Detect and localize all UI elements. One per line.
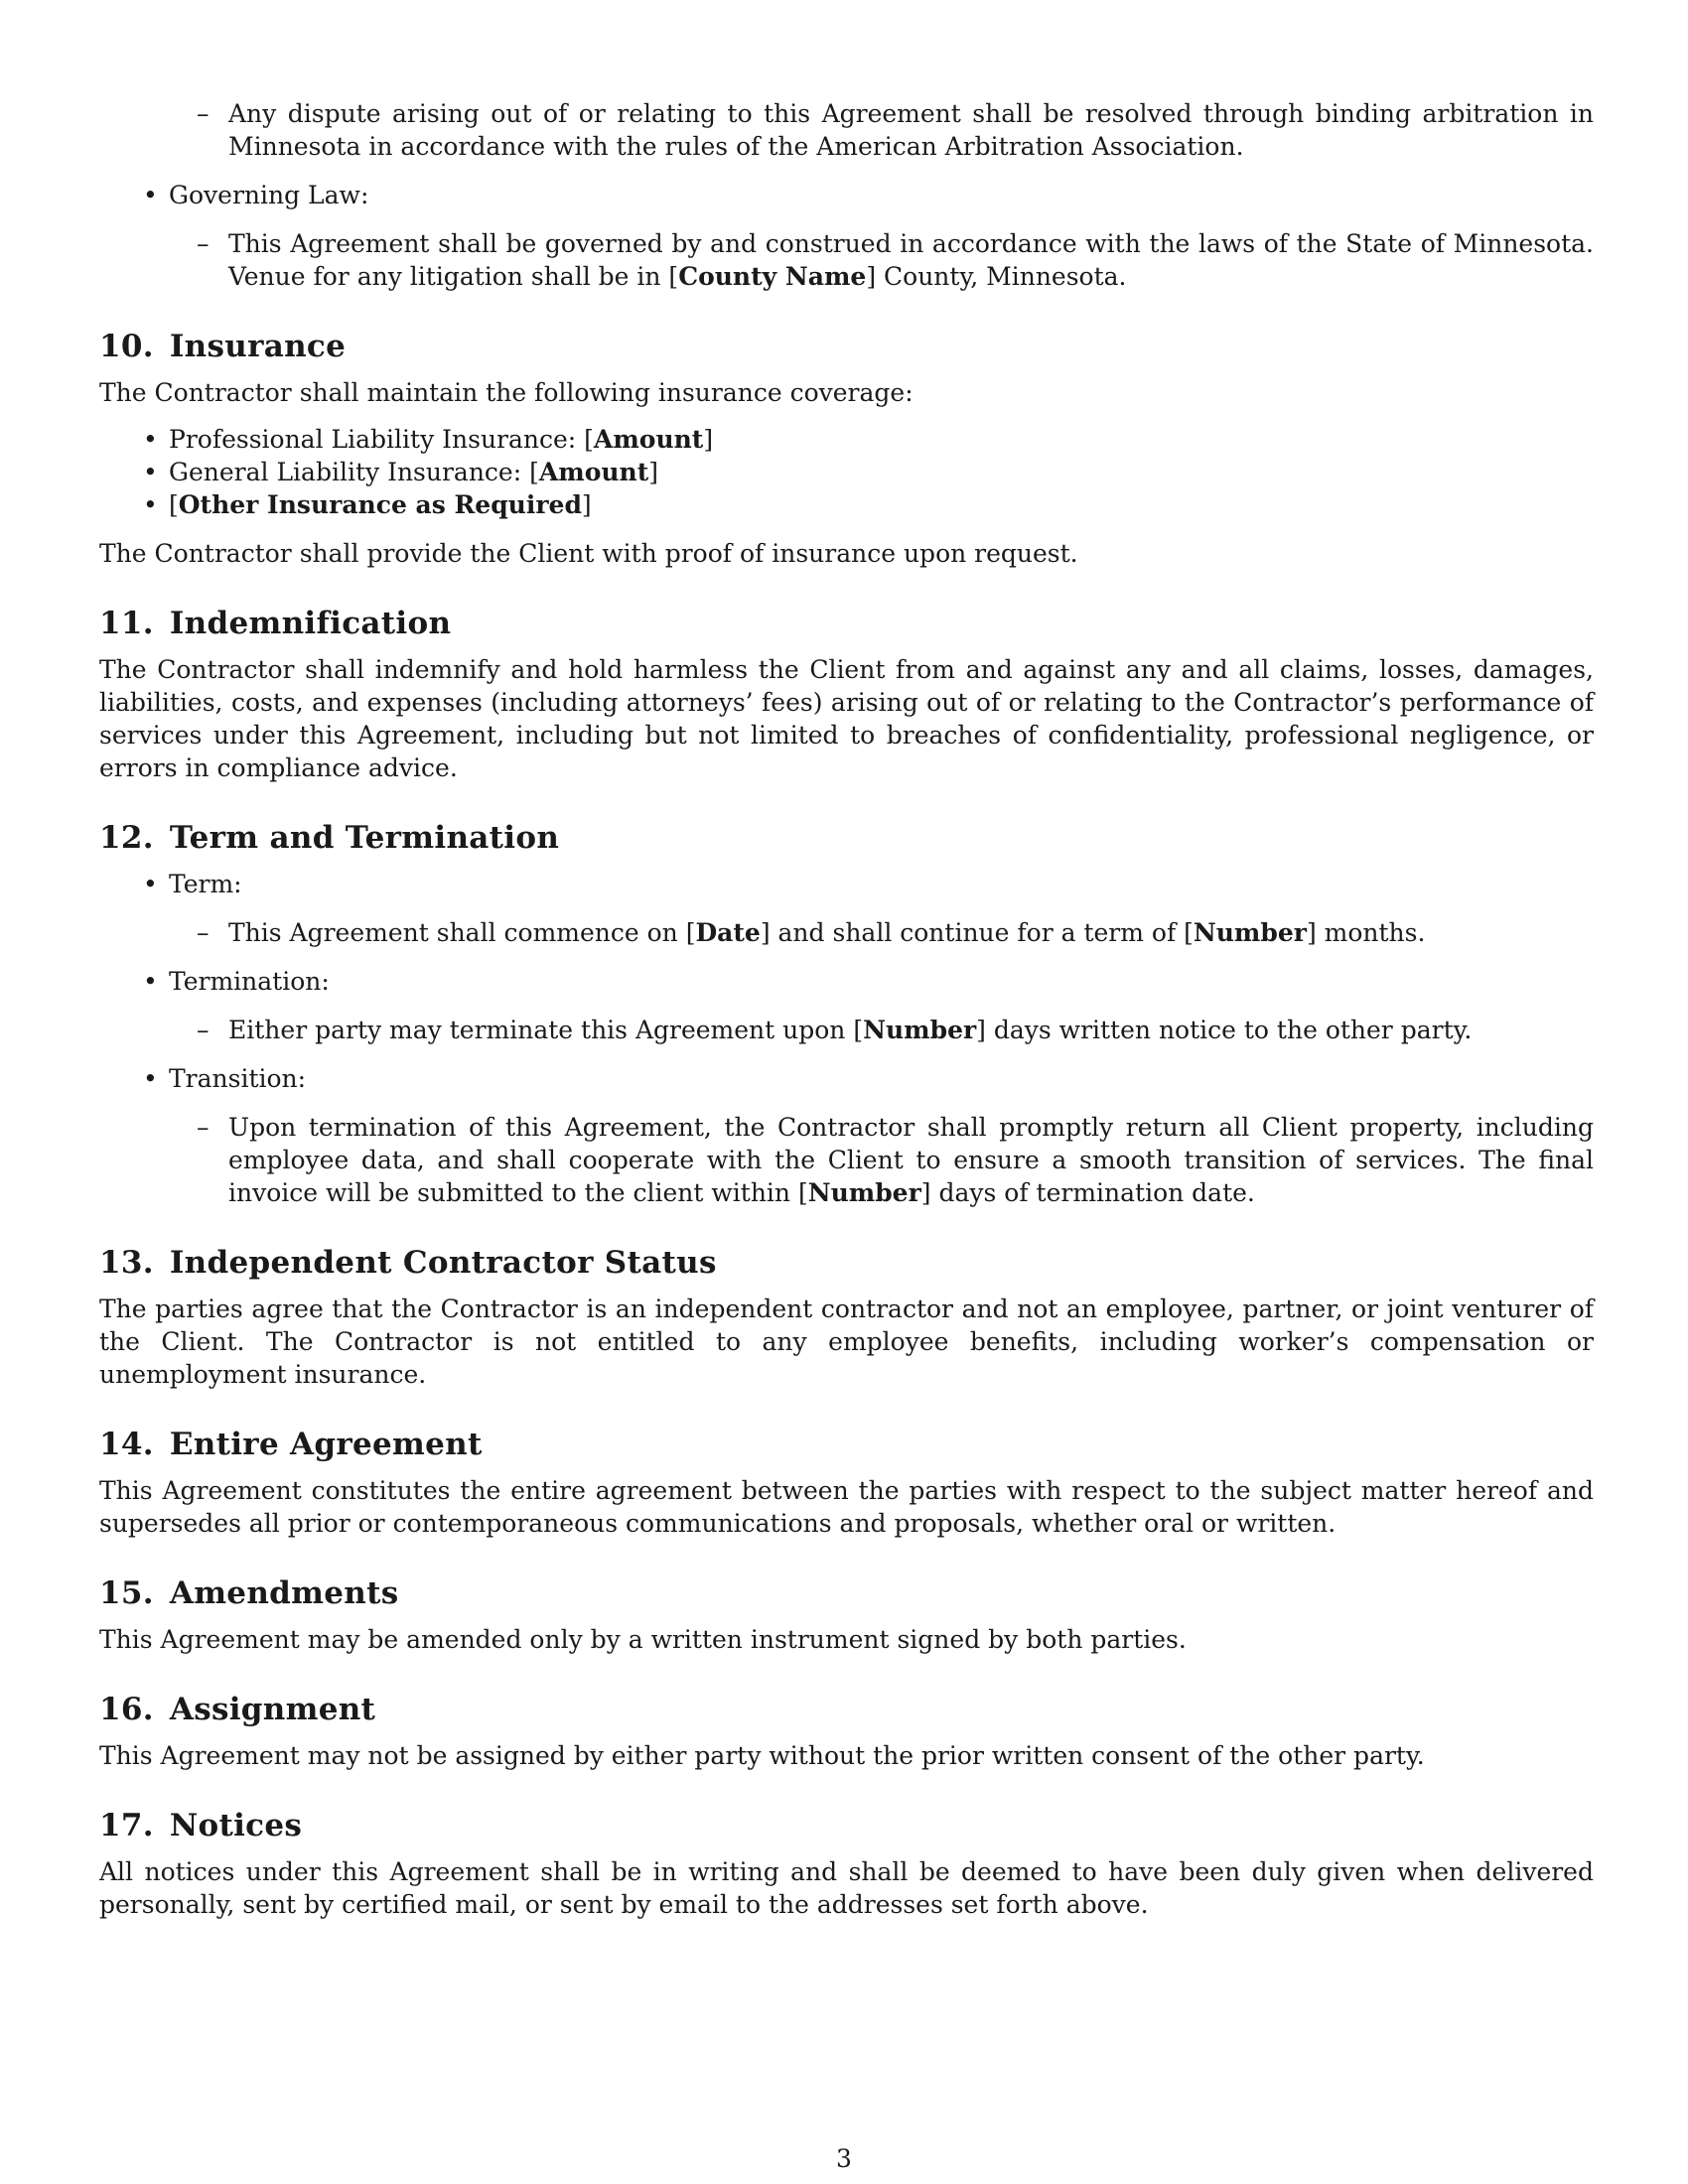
list-item: • [Other Insurance as Required]	[143, 490, 592, 519]
termination-item: • Termination:	[143, 967, 330, 996]
arbitration-clause: – Any dispute arising out of or relating to this Agreement shall be resolved through binding arbitration in Minnesota in accordance with the rules of the American Arbitration Association.	[197, 99, 1594, 161]
transition-clause: – Upon termination of this Agreement, the Contractor shall promptly return all Client property, including employee data, and shall cooperate with the Client to ensure a smooth transition of services. The final invoice will be submitted to the client within [Number] days of termination date.	[197, 1113, 1594, 1207]
term-item: • Term:	[143, 870, 242, 898]
section-text: The Contractor shall maintain the following insurance coverage:	[99, 378, 914, 407]
section-heading: 16. Assignment	[99, 1692, 376, 1727]
section-heading: 12. Term and Termination	[99, 820, 560, 856]
document-page	[99, 97, 1594, 1921]
governing-law-clause: – This Agreement shall be governed by and construed in accordance with the laws of the State of Minnesota. Venue for any litigation shall be in [County Name] County, Minnesota.	[197, 229, 1594, 291]
list-item: • General Liability Insurance: [Amount]	[143, 458, 659, 486]
section-heading: 15. Amendments	[99, 1575, 399, 1611]
section-text: The Contractor shall provide the Client with proof of insurance upon request.	[99, 539, 1078, 568]
section-text: This Agreement may not be assigned by either party without the prior written consent of the other party.	[99, 1741, 1425, 1770]
list-item: • Professional Liability Insurance: [Amount]	[143, 425, 714, 454]
section-text: This Agreement constitutes the entire agreement between the parties with respect to the subject matter hereof and supersedes all prior or contemporaneous communications and proposals, whether oral or written.	[99, 1476, 1594, 1538]
transition-item: • Transition:	[143, 1064, 307, 1093]
section-text: The parties agree that the Contractor is an independent contractor and not an employee, partner, or joint venturer of the Client. The Contractor is not entitled to any employee benefits, including worker’s compensation or unemployment insurance.	[99, 1295, 1594, 1389]
section-heading: 14. Entire Agreement	[99, 1427, 483, 1462]
section-heading: 13. Independent Contractor Status	[99, 1245, 717, 1281]
section-heading: 11. Indemnification	[99, 606, 452, 641]
section-text: The Contractor shall indemnify and hold harmless the Client from and against any and all claims, losses, damages, liabilities, costs, and expenses (including attorneys’ fees) arising out of or relating to the Contractor’s performance of services under this Agreement, including but not limited to breaches of confidentiality, professional negligence, or errors in compliance advice.	[99, 655, 1594, 782]
section-text: This Agreement may be amended only by a written instrument signed by both parties.	[99, 1625, 1187, 1654]
term-clause: – This Agreement shall commence on [Date] and shall continue for a term of [Number] months.	[197, 918, 1426, 947]
section-text: All notices under this Agreement shall be in writing and shall be deemed to have been duly given when delivered personally, sent by certified mail, or sent by email to the addresses set forth above.	[99, 1857, 1594, 1919]
termination-clause: – Either party may terminate this Agreement upon [Number] days written notice to the other party.	[197, 1016, 1473, 1044]
section-heading: 17. Notices	[99, 1808, 303, 1843]
page-number: 3	[836, 2144, 852, 2173]
section-heading: 10. Insurance	[99, 329, 347, 364]
governing-law-item: • Governing Law:	[143, 181, 369, 209]
